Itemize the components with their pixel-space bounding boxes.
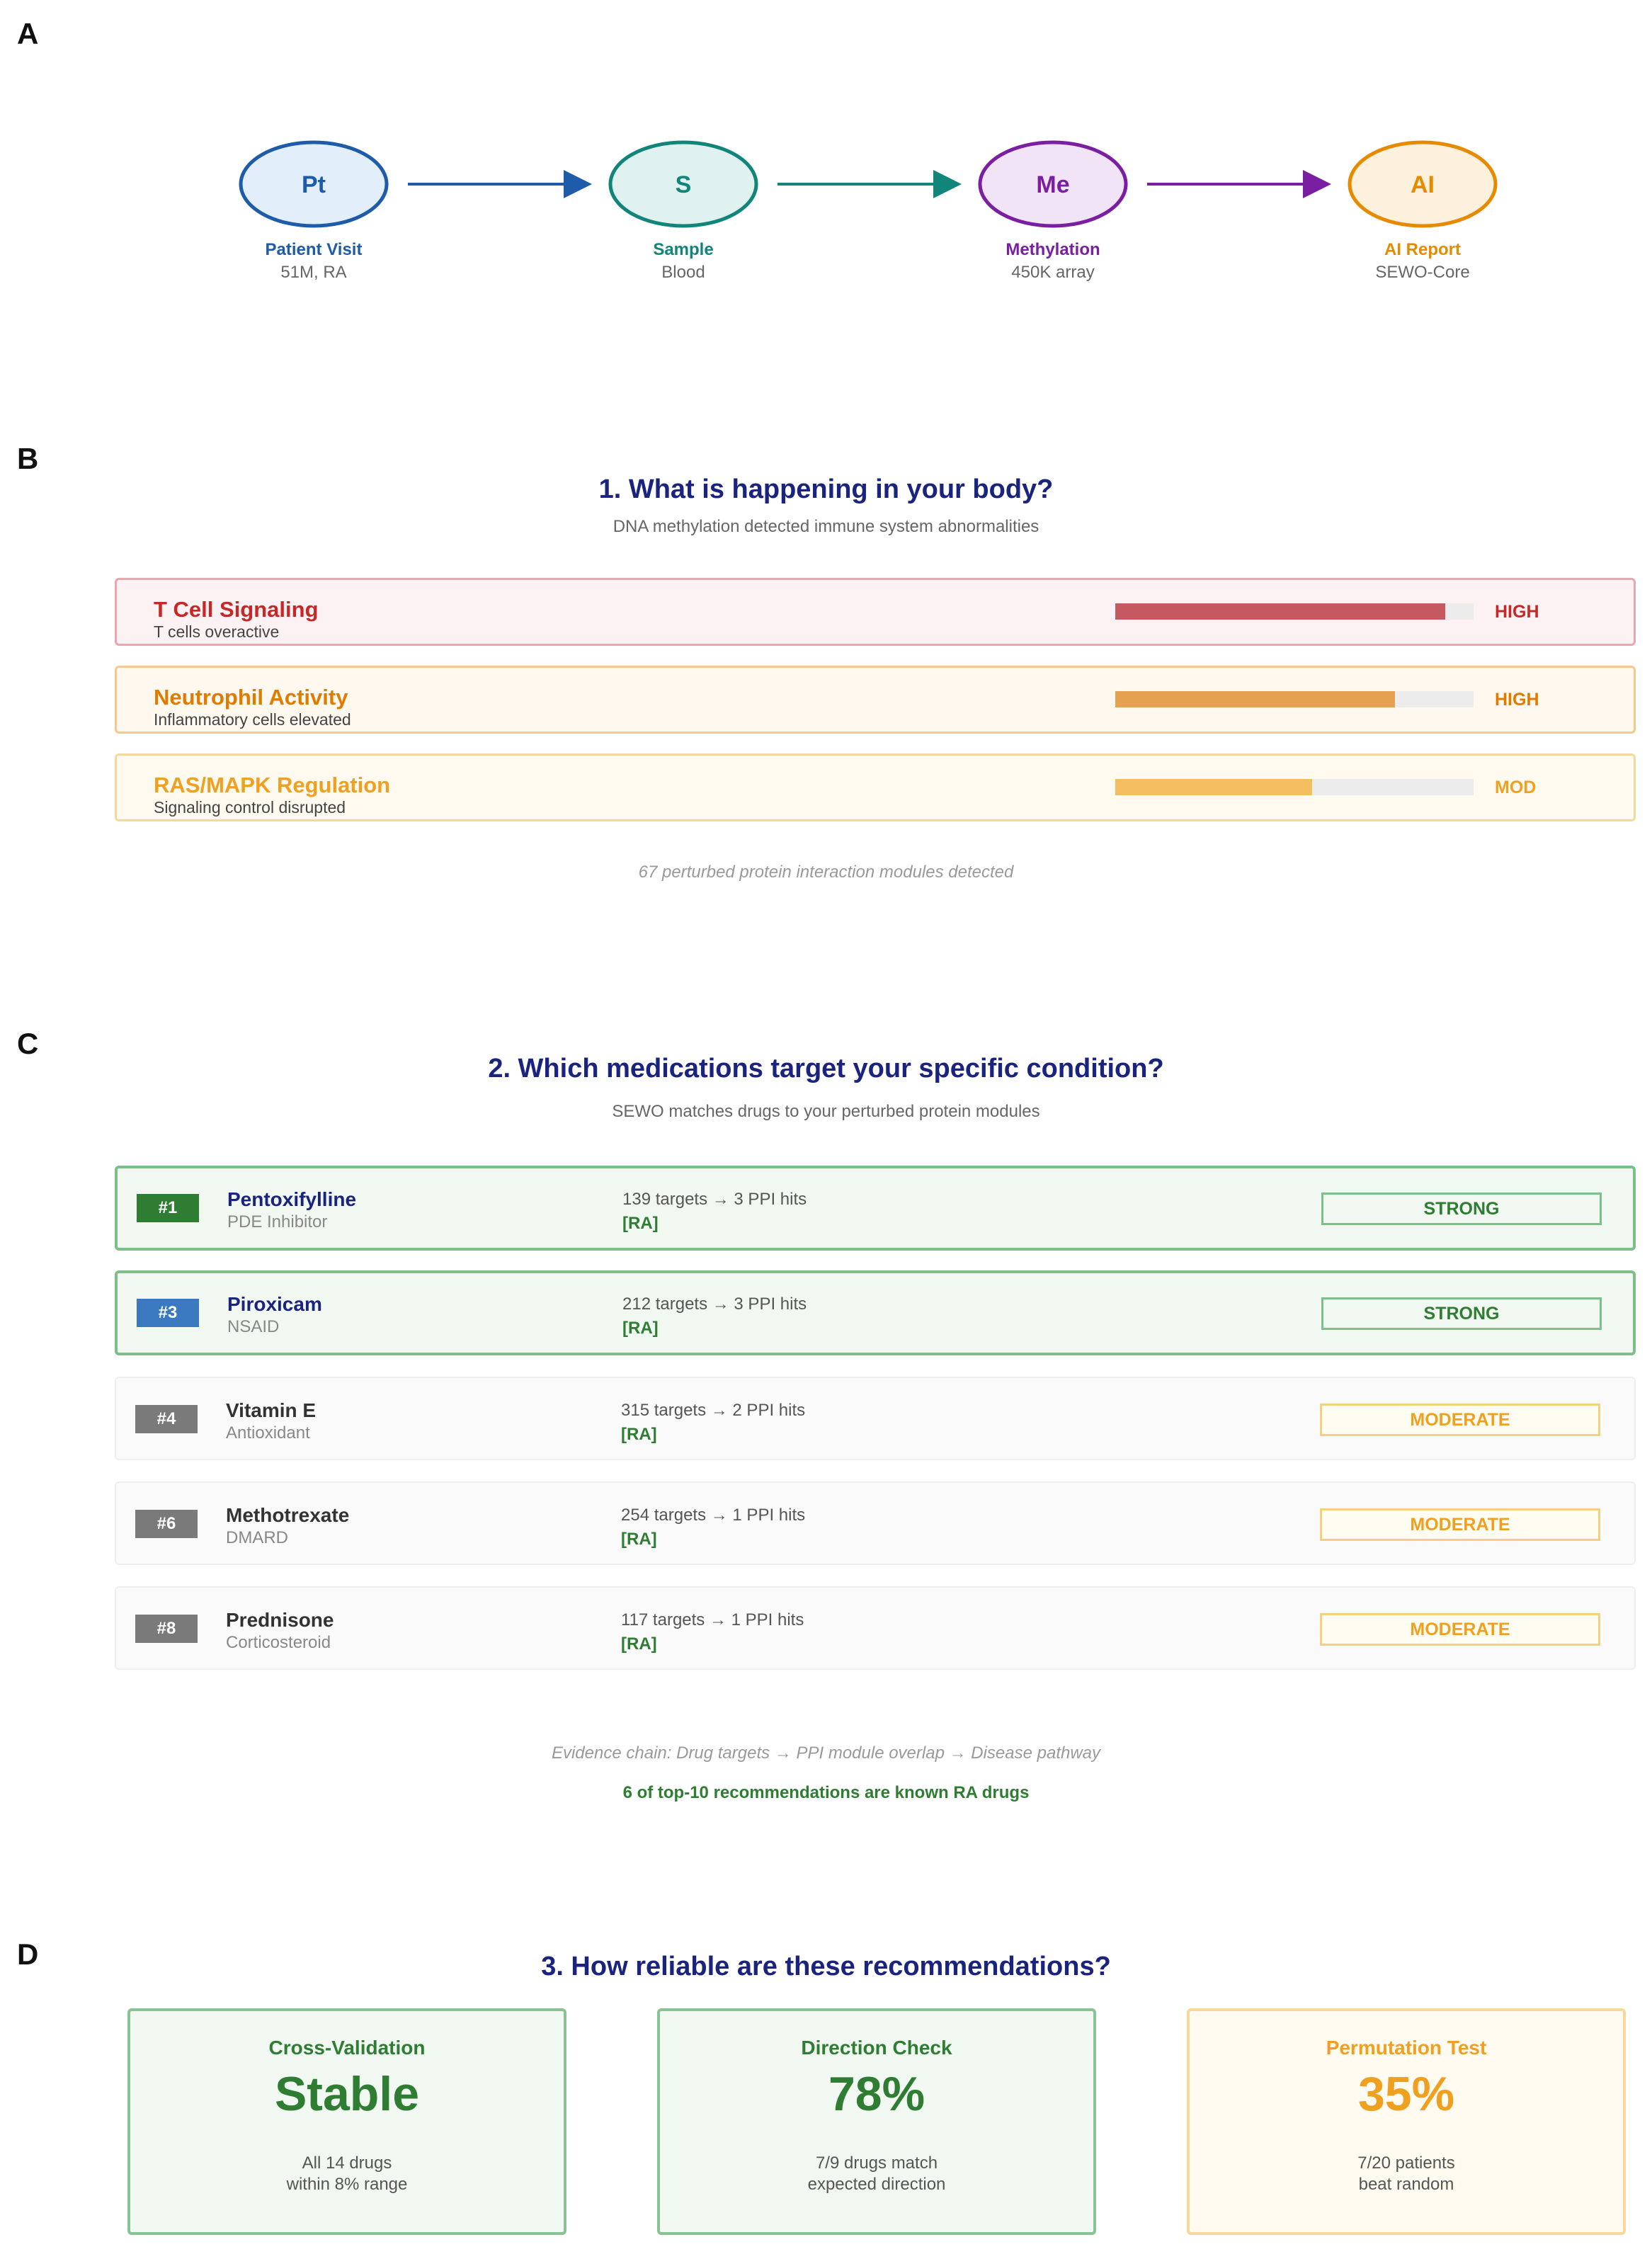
pipeline-node-abbr: Me xyxy=(1036,171,1070,198)
drug-row xyxy=(115,1377,1636,1460)
evidence-badge: MODERATE xyxy=(1320,1404,1600,1436)
pipeline-node-label: AI Report xyxy=(1384,240,1461,259)
evidence-badge: STRONG xyxy=(1321,1297,1602,1330)
module-bar-fill xyxy=(1115,779,1312,795)
drug-disease-tag: [RA] xyxy=(621,1634,657,1654)
drug-name: Prednisone xyxy=(226,1609,334,1631)
drug-targets: 315 targets → 2 PPI hits xyxy=(621,1401,806,1420)
pipeline-node-sub: Blood xyxy=(661,263,705,282)
module-level: HIGH xyxy=(1495,690,1539,710)
module-title: T Cell Signaling xyxy=(154,597,319,622)
card-desc-line2: beat random xyxy=(1358,2175,1454,2194)
module-title: RAS/MAPK Regulation xyxy=(154,773,391,797)
section1-note: 67 perturbed protein interaction modules detected xyxy=(638,863,1014,882)
card-desc-line2: expected direction xyxy=(807,2175,946,2194)
pipeline-node-label: Sample xyxy=(653,240,714,259)
drug-class: PDE Inhibitor xyxy=(227,1212,328,1231)
drug-rank-badge: #8 xyxy=(135,1615,198,1643)
card-desc-line1: 7/20 patients xyxy=(1357,2153,1455,2173)
drug-class: DMARD xyxy=(226,1528,288,1547)
panel-label-b: B xyxy=(17,442,39,475)
card-title: Cross-Validation xyxy=(268,2037,426,2059)
module-desc: Signaling control disrupted xyxy=(154,798,346,816)
card-value: 35% xyxy=(1357,2067,1455,2121)
evidence-badge: MODERATE xyxy=(1320,1613,1600,1646)
pipeline-node-abbr: S xyxy=(675,171,692,198)
card-desc xyxy=(1190,2153,1623,2195)
drug-rank-badge: #4 xyxy=(135,1405,198,1433)
module-level: HIGH xyxy=(1495,602,1539,622)
pipeline-diagram xyxy=(0,0,1652,297)
module-level: MOD xyxy=(1495,778,1537,797)
module-bar-fill xyxy=(1115,691,1395,707)
card-desc xyxy=(660,2153,1093,2195)
pipeline-node-abbr: Pt xyxy=(302,171,326,198)
drug-row xyxy=(115,1166,1636,1251)
section3-title: 3. How reliable are these recommendations? xyxy=(541,1952,1111,1981)
section2-summary: 6 of top-10 recommendations are known RA drugs xyxy=(622,1783,1030,1802)
section2-subtitle: SEWO matches drugs to your perturbed protein modules xyxy=(612,1102,1040,1121)
drug-class: Corticosteroid xyxy=(226,1633,331,1652)
drug-disease-tag: [RA] xyxy=(621,1530,657,1549)
section1-title: 1. What is happening in your body? xyxy=(598,474,1054,504)
pipeline-node-sub: SEWO-Core xyxy=(1375,263,1470,282)
drug-disease-tag: [RA] xyxy=(621,1425,657,1444)
reliability-card xyxy=(1187,2008,1626,2235)
drug-targets: 254 targets → 1 PPI hits xyxy=(621,1506,806,1525)
drug-class: Antioxidant xyxy=(226,1423,310,1443)
pipeline-node-label: Methylation xyxy=(1006,240,1100,259)
drug-name: Pentoxifylline xyxy=(227,1188,357,1210)
evidence-badge: MODERATE xyxy=(1320,1508,1600,1541)
panel-label-a: A xyxy=(17,17,39,50)
drug-rank-badge: #6 xyxy=(135,1510,198,1538)
module-row xyxy=(115,578,1636,646)
card-value: 78% xyxy=(828,2067,925,2121)
module-desc: Inflammatory cells elevated xyxy=(154,710,351,729)
drug-targets: 212 targets → 3 PPI hits xyxy=(622,1294,807,1314)
drug-rank-badge: #1 xyxy=(137,1194,199,1222)
card-title: Permutation Test xyxy=(1326,2037,1487,2059)
module-title: Neutrophil Activity xyxy=(154,685,348,710)
drug-name: Methotrexate xyxy=(226,1504,350,1526)
panel-label-c: C xyxy=(17,1027,39,1060)
section1-subtitle: DNA methylation detected immune system abnormalities xyxy=(613,517,1039,536)
drug-disease-tag: [RA] xyxy=(622,1214,659,1233)
pipeline-node-abbr: AI xyxy=(1411,171,1435,198)
module-desc: T cells overactive xyxy=(154,622,280,641)
module-bar-track xyxy=(1115,691,1474,707)
card-value: Stable xyxy=(274,2067,420,2121)
drug-row xyxy=(115,1270,1636,1355)
module-bar-track xyxy=(1115,779,1474,795)
module-row xyxy=(115,753,1636,821)
reliability-card xyxy=(127,2008,566,2235)
card-desc xyxy=(130,2153,564,2195)
section2-title: 2. Which medications target your specific condition? xyxy=(488,1054,1164,1083)
drug-rank-badge: #3 xyxy=(137,1299,199,1327)
pipeline-node-sub: 450K array xyxy=(1011,263,1095,282)
drug-name: Vitamin E xyxy=(226,1399,317,1421)
drug-disease-tag: [RA] xyxy=(622,1319,659,1338)
drug-name: Piroxicam xyxy=(227,1293,322,1315)
module-bar-track xyxy=(1115,603,1474,620)
pipeline-node-sub: 51M, RA xyxy=(280,263,347,282)
drug-class: NSAID xyxy=(227,1317,280,1336)
drug-targets: 139 targets → 3 PPI hits xyxy=(622,1190,807,1209)
reliability-card xyxy=(657,2008,1096,2235)
module-bar-fill xyxy=(1115,603,1445,620)
drug-row xyxy=(115,1586,1636,1670)
evidence-badge: STRONG xyxy=(1321,1193,1602,1225)
panel-label-d: D xyxy=(17,1937,39,1971)
pipeline-node-label: Patient Visit xyxy=(265,240,363,259)
card-title: Direction Check xyxy=(801,2037,952,2059)
drug-targets: 117 targets → 1 PPI hits xyxy=(621,1610,804,1629)
drug-row xyxy=(115,1481,1636,1565)
card-desc-line2: within 8% range xyxy=(286,2175,408,2194)
module-row xyxy=(115,666,1636,734)
evidence-chain: Evidence chain: Drug targets → PPI module overlap → Disease pathway xyxy=(551,1743,1101,1763)
card-desc-line1: 7/9 drugs match xyxy=(815,2153,938,2173)
card-desc-line1: All 14 drugs xyxy=(302,2153,392,2173)
